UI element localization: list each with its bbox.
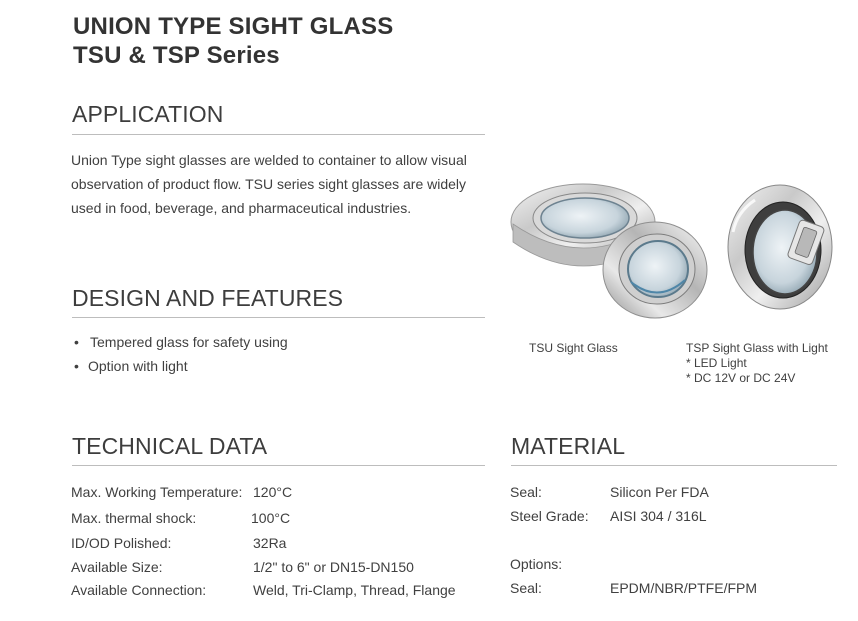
tech-value: 120°C [253,484,293,500]
application-divider [72,134,485,135]
feature-list [74,330,288,378]
title-line-2: TSU & TSP Series [73,42,280,69]
tech-value: 1/2" to 6" or DN15-DN150 [253,559,414,575]
design-heading: DESIGN AND FEATURES [72,285,344,311]
application-line: Union Type sight glasses are welded to container to allow visual [71,152,467,168]
tsp-caption [686,341,828,386]
material-divider [511,465,837,466]
page-title [73,12,393,70]
feature-item [74,330,288,354]
product-photo [505,172,845,332]
title-line-1: UNION TYPE SIGHT GLASS [73,13,394,40]
tech-label: ID/OD Polished: [71,535,172,551]
tech-value: 100°C [251,510,291,526]
feature-text: Option with light [88,358,188,374]
application-heading: APPLICATION [72,101,224,127]
tech-label: Max. thermal shock: [71,510,197,526]
material-label: Seal: [510,484,542,500]
material-heading: MATERIAL [511,433,626,459]
material-label: Seal: [510,580,542,596]
tech-value: Weld, Tri-Clamp, Thread, Flange [253,582,456,598]
application-paragraph [71,148,501,220]
application-line: used in food, beverage, and pharmaceutical industries. [71,200,412,216]
feature-item [74,354,288,378]
material-value: Silicon Per FDA [610,484,709,500]
bullet-icon: • [74,334,79,350]
material-label: Steel Grade: [510,508,589,524]
tsu-sight-glass-image [511,184,707,318]
tsp-sight-glass-image [728,185,832,309]
tech-label: Available Size: [71,559,163,575]
material-value: AISI 304 / 316L [610,508,707,524]
material-value: EPDM/NBR/PTFE/FPM [610,580,758,596]
technical-heading: TECHNICAL DATA [72,433,268,459]
tech-label: Max. Working Temperature: [71,484,243,500]
tsp-note: * LED Light [686,356,747,370]
tsp-note: * DC 12V or DC 24V [686,371,796,385]
tsp-caption-title: TSP Sight Glass with Light [686,341,828,355]
tech-label: Available Connection: [71,582,207,598]
tsu-caption: TSU Sight Glass [529,341,618,355]
design-divider [72,317,485,318]
technical-divider [72,465,485,466]
bullet-icon: • [74,358,79,374]
options-label: Options: [510,556,563,572]
feature-text: Tempered glass for safety using [90,334,288,350]
application-line: observation of product flow. TSU series sight glasses are widely [71,176,467,192]
tech-value: 32Ra [253,535,287,551]
